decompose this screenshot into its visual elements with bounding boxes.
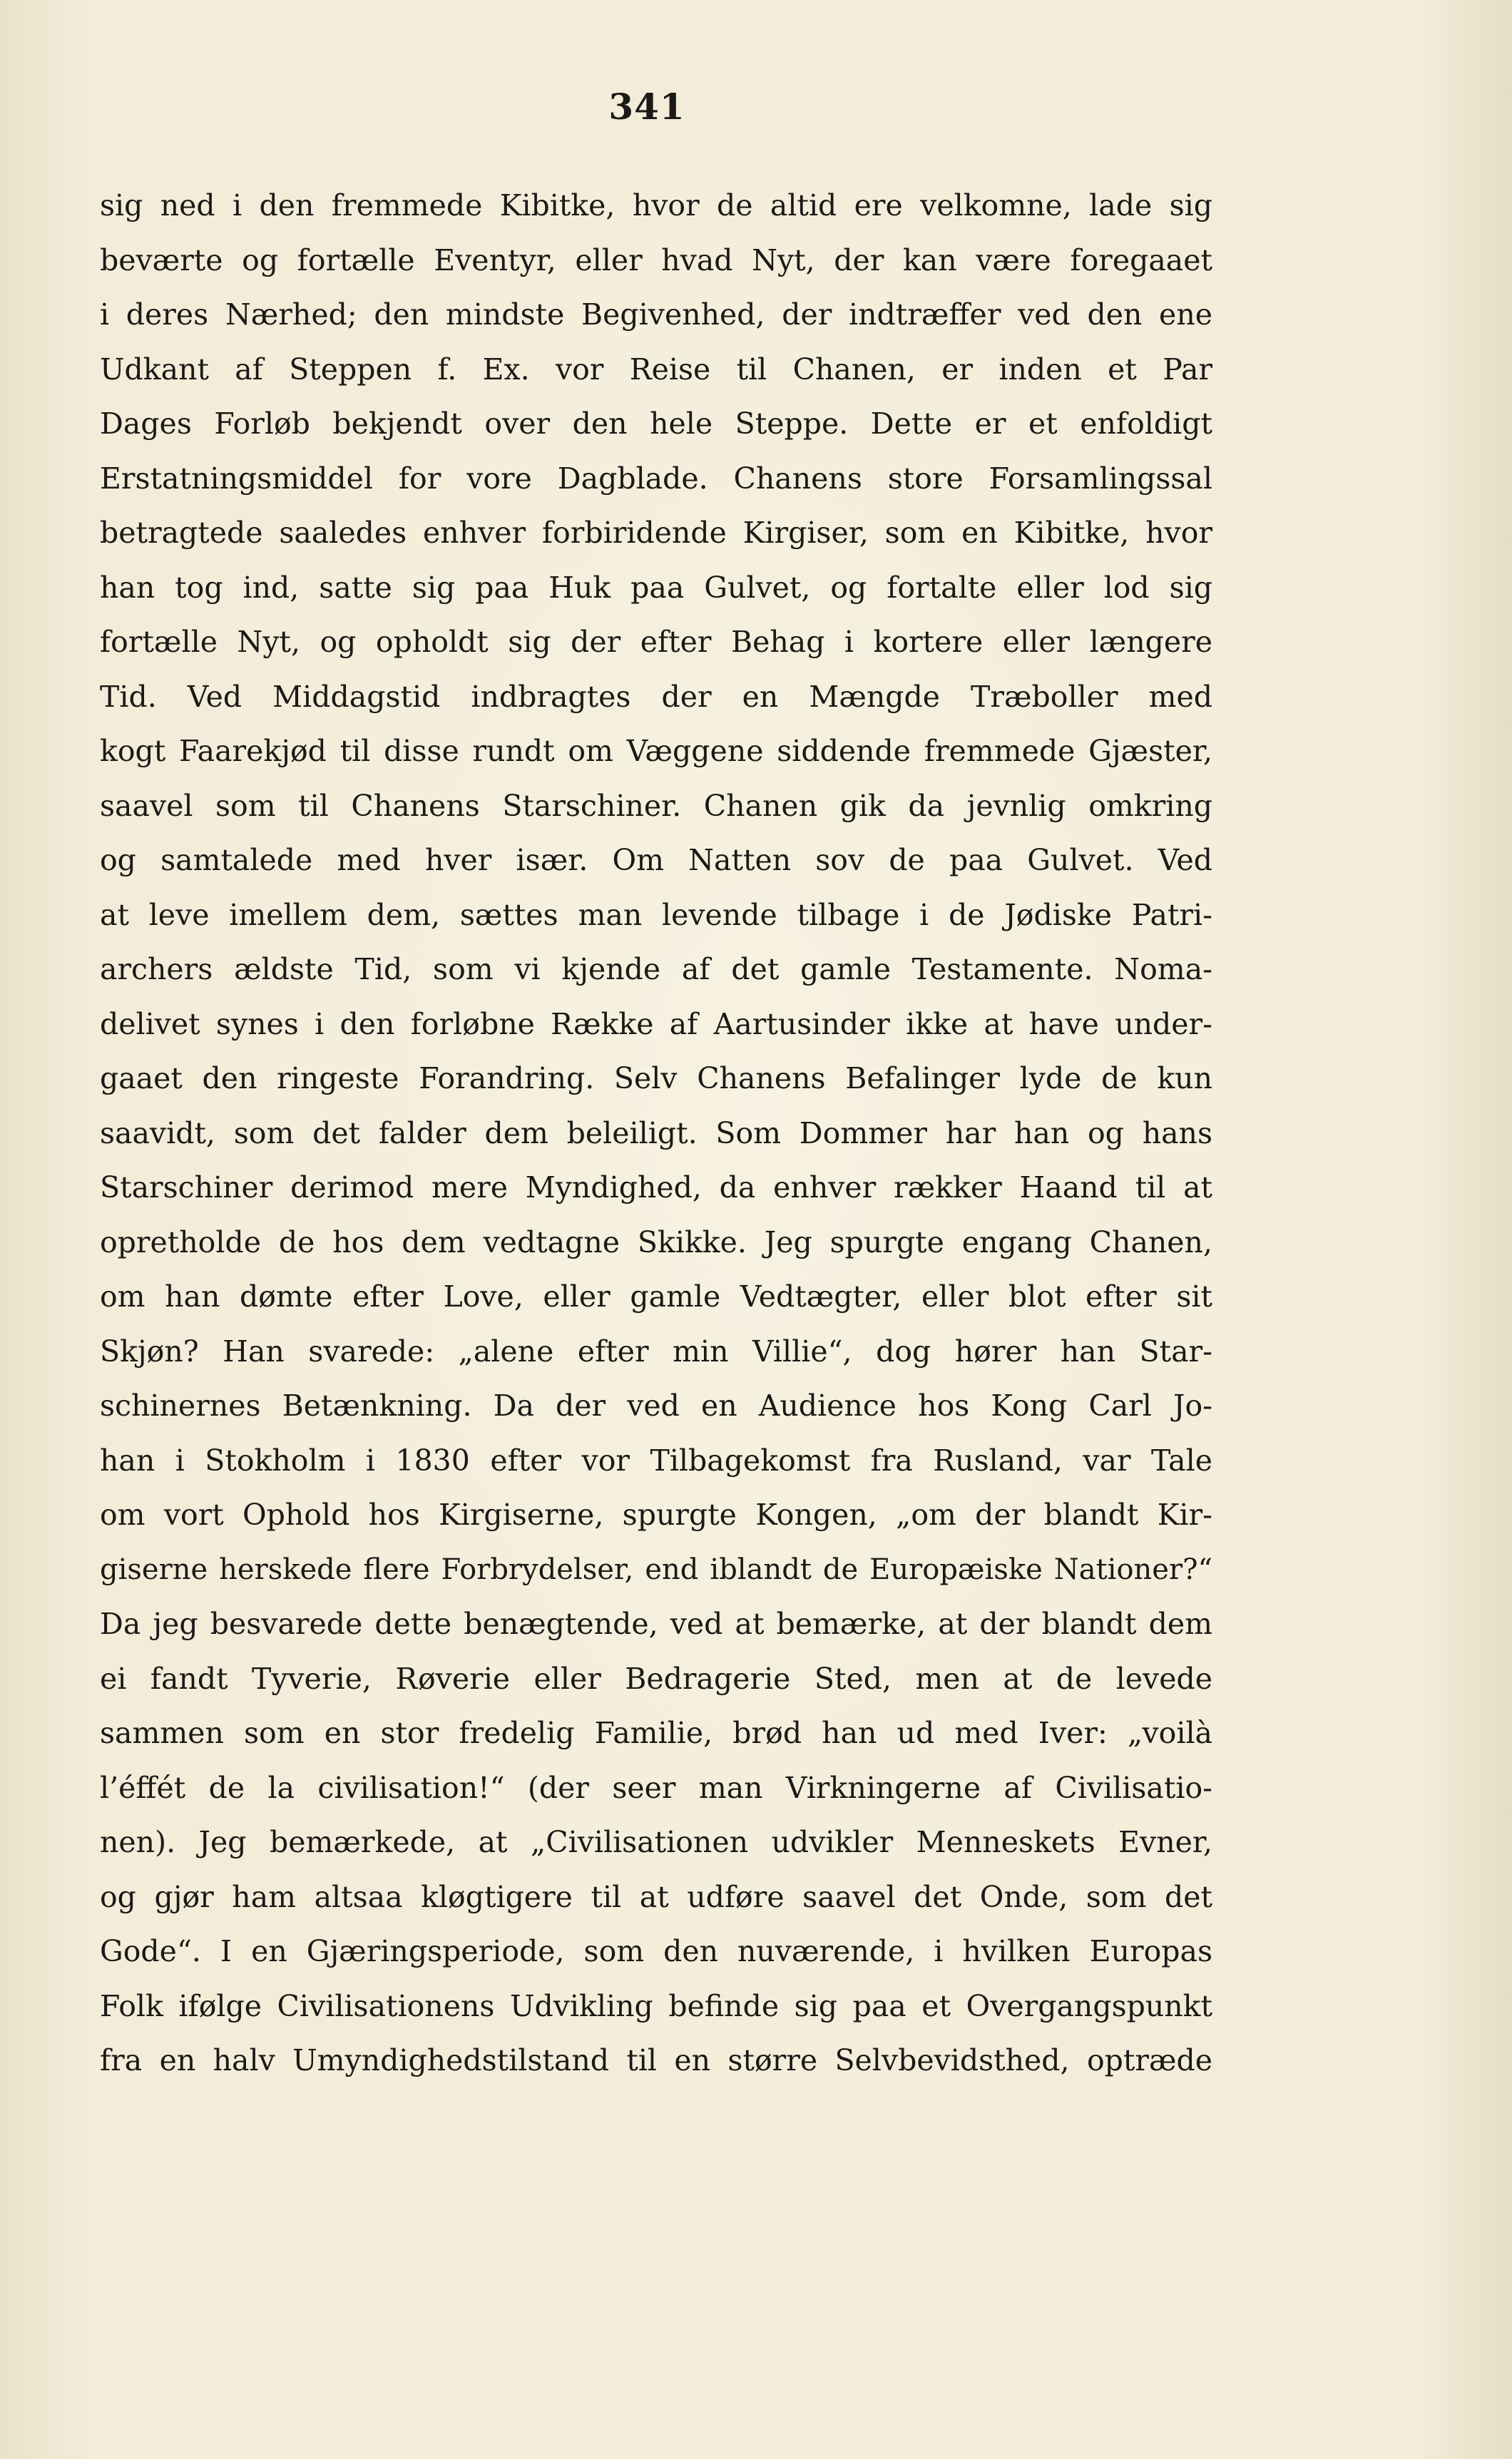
text-line: sammen som en stor fredelig Familie, brød han ud med Iver: „voilà xyxy=(100,1716,1212,1750)
text-line: archers ældste Tid, som vi kjende af det gamle Testamente. Noma- xyxy=(100,952,1212,986)
text-line: schinernes Betænkning. Da der ved en Audience hos Kong Carl Jo- xyxy=(100,1389,1212,1423)
text-line: beværte og fortælle Eventyr, eller hvad Nyt, der kan være foregaaet xyxy=(100,242,1212,277)
page-number: 341 xyxy=(608,86,685,128)
text-line: ei fandt Tyverie, Røverie eller Bedragerie Sted, men at de levede xyxy=(100,1661,1212,1696)
text-line: opretholde de hos dem vedtagne Skikke. Jeg spurgte engang Chanen, xyxy=(100,1225,1212,1259)
text-line: betragtede saaledes enhver forbiridende Kirgiser, som en Kibitke, hvor xyxy=(100,516,1212,550)
text-line: Skjøn? Han svarede: „alene efter min Villie“, dog hører han Star- xyxy=(100,1334,1212,1369)
text-line: Tid. Ved Middagstid indbragtes der en Mængde Træboller med xyxy=(100,679,1212,714)
text-line: Gode“. I en Gjæringsperiode, som den nuværende, i hvilken Europas xyxy=(100,1934,1212,1968)
text-line: Folk ifølge Civilisationens Udvikling befinde sig paa et Overgangspunkt xyxy=(100,1988,1212,2023)
text-line: Starschiner derimod mere Myndighed, da enhver rækker Haand til at xyxy=(100,1170,1212,1205)
text-line: om han dømte efter Love, eller gamle Vedtægter, eller blot efter sit xyxy=(100,1279,1212,1314)
text-line: og samtalede med hver især. Om Natten sov de paa Gulvet. Ved xyxy=(100,843,1212,877)
text-line: Da jeg besvarede dette benægtende, ved at bemærke, at der blandt dem xyxy=(100,1607,1212,1641)
text-line: nen). Jeg bemærkede, at „Civilisationen udvikler Menneskets Evner, xyxy=(100,1825,1212,1859)
text-line: sig ned i den fremmede Kibitke, hvor de altid ere velkomne, lade sig xyxy=(100,188,1212,223)
text-line: gaaet den ringeste Forandring. Selv Chanens Befalinger lyde de kun xyxy=(100,1061,1212,1095)
text-line: saavel som til Chanens Starschiner. Chanen gik da jevnlig omkring xyxy=(100,788,1212,823)
text-line: Erstatningsmiddel for vore Dagblade. Chanens store Forsamlingssal xyxy=(100,461,1212,496)
text-line: i deres Nærhed; den mindste Begivenhed, der indtræffer ved den ene xyxy=(100,297,1212,332)
text-line: fra en halv Umyndighedstilstand til en større Selvbevidsthed, optræde xyxy=(100,2043,1212,2077)
text-line: han tog ind, satte sig paa Huk paa Gulvet, og fortalte eller lod sig xyxy=(100,570,1212,605)
text-line: Udkant af Steppen f. Ex. vor Reise til Chanen, er inden et Par xyxy=(100,352,1212,387)
text-line: han i Stokholm i 1830 efter vor Tilbagekomst fra Rusland, var Tale xyxy=(100,1443,1212,1478)
text-line: giserne herskede flere Forbrydelser, end iblandt de Europæiske Nationer?“ xyxy=(100,1553,1212,1586)
text-line: delivet synes i den forløbne Række af Aartusinder ikke at have under- xyxy=(100,1006,1212,1041)
text-line: at leve imellem dem, sættes man levende tilbage i de Jødiske Patri- xyxy=(100,897,1212,932)
text-line: fortælle Nyt, og opholdt sig der efter Behag i kortere eller længere xyxy=(100,625,1212,659)
text-line: og gjør ham altsaa kløgtigere til at udføre saavel det Onde, som det xyxy=(100,1879,1212,1914)
body-text xyxy=(100,178,1212,2088)
text-line: Dages Forløb bekjendt over den hele Steppe. Dette er et enfoldigt xyxy=(100,407,1212,441)
text-line: kogt Faarekjød til disse rundt om Væggene siddende fremmede Gjæster, xyxy=(100,734,1212,768)
text-line: om vort Ophold hos Kirgiserne, spurgte Kongen, „om der blandt Kir- xyxy=(100,1498,1212,1532)
text-line: l’éffét de la civilisation!“ (der seer man Virkningerne af Civilisatio- xyxy=(100,1770,1212,1805)
text-line: saavidt, som det falder dem beleiligt. Som Dommer har han og hans xyxy=(100,1115,1212,1150)
